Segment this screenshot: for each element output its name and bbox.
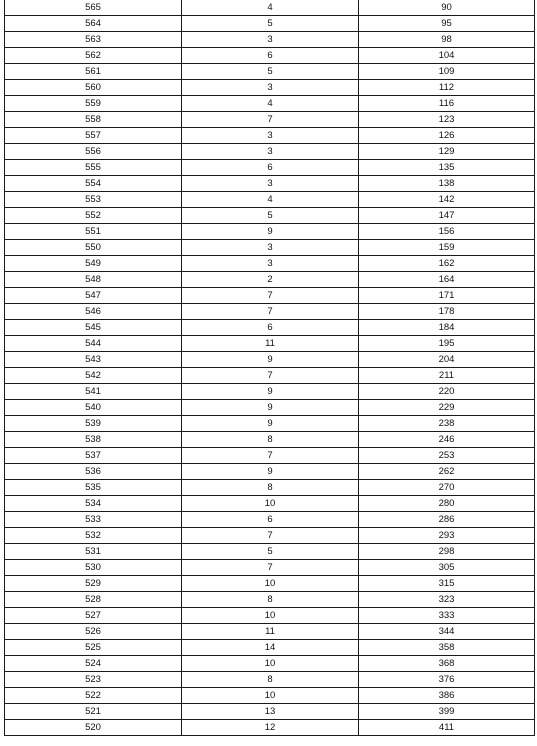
table-row bbox=[5, 304, 535, 320]
cumulative-cell: 142 bbox=[359, 192, 535, 208]
table-row bbox=[5, 384, 535, 400]
score-cell: 559 bbox=[5, 96, 182, 112]
cumulative-cell: 376 bbox=[359, 672, 535, 688]
count-cell: 3 bbox=[182, 32, 359, 48]
cumulative-cell: 112 bbox=[359, 80, 535, 96]
table-row bbox=[5, 512, 535, 528]
count-cell: 5 bbox=[182, 544, 359, 560]
cumulative-cell: 305 bbox=[359, 560, 535, 576]
count-cell: 3 bbox=[182, 240, 359, 256]
count-cell: 12 bbox=[182, 720, 359, 736]
score-cell: 529 bbox=[5, 576, 182, 592]
cumulative-cell: 164 bbox=[359, 272, 535, 288]
cumulative-cell: 262 bbox=[359, 464, 535, 480]
score-cell: 522 bbox=[5, 688, 182, 704]
count-cell: 10 bbox=[182, 656, 359, 672]
score-cell: 537 bbox=[5, 448, 182, 464]
table-row bbox=[5, 144, 535, 160]
count-cell: 7 bbox=[182, 448, 359, 464]
cumulative-cell: 171 bbox=[359, 288, 535, 304]
score-cell: 561 bbox=[5, 64, 182, 80]
table-row bbox=[5, 32, 535, 48]
count-cell: 4 bbox=[182, 96, 359, 112]
score-cell: 551 bbox=[5, 224, 182, 240]
cumulative-cell: 280 bbox=[359, 496, 535, 512]
count-cell: 5 bbox=[182, 208, 359, 224]
count-cell: 5 bbox=[182, 64, 359, 80]
table-row bbox=[5, 80, 535, 96]
table-row bbox=[5, 560, 535, 576]
cumulative-cell: 253 bbox=[359, 448, 535, 464]
score-cell: 526 bbox=[5, 624, 182, 640]
table-row bbox=[5, 272, 535, 288]
count-cell: 3 bbox=[182, 128, 359, 144]
cumulative-cell: 123 bbox=[359, 112, 535, 128]
table-row bbox=[5, 224, 535, 240]
table-row bbox=[5, 688, 535, 704]
score-cell: 550 bbox=[5, 240, 182, 256]
table-row bbox=[5, 528, 535, 544]
table-row bbox=[5, 352, 535, 368]
score-cell: 532 bbox=[5, 528, 182, 544]
count-cell: 8 bbox=[182, 432, 359, 448]
cumulative-cell: 178 bbox=[359, 304, 535, 320]
cumulative-cell: 116 bbox=[359, 96, 535, 112]
score-distribution-table bbox=[4, 0, 535, 736]
cumulative-cell: 211 bbox=[359, 368, 535, 384]
cumulative-cell: 135 bbox=[359, 160, 535, 176]
score-cell: 521 bbox=[5, 704, 182, 720]
count-cell: 8 bbox=[182, 480, 359, 496]
count-cell: 3 bbox=[182, 80, 359, 96]
score-cell: 523 bbox=[5, 672, 182, 688]
table-row bbox=[5, 112, 535, 128]
cumulative-cell: 147 bbox=[359, 208, 535, 224]
count-cell: 11 bbox=[182, 624, 359, 640]
count-cell: 9 bbox=[182, 384, 359, 400]
count-cell: 7 bbox=[182, 288, 359, 304]
cumulative-cell: 138 bbox=[359, 176, 535, 192]
cumulative-cell: 229 bbox=[359, 400, 535, 416]
score-cell: 539 bbox=[5, 416, 182, 432]
score-cell: 531 bbox=[5, 544, 182, 560]
cumulative-cell: 315 bbox=[359, 576, 535, 592]
count-cell: 9 bbox=[182, 416, 359, 432]
count-cell: 10 bbox=[182, 496, 359, 512]
count-cell: 6 bbox=[182, 320, 359, 336]
count-cell: 4 bbox=[182, 192, 359, 208]
score-cell: 555 bbox=[5, 160, 182, 176]
cumulative-cell: 246 bbox=[359, 432, 535, 448]
score-cell: 556 bbox=[5, 144, 182, 160]
count-cell: 7 bbox=[182, 368, 359, 384]
table-row bbox=[5, 624, 535, 640]
cumulative-cell: 270 bbox=[359, 480, 535, 496]
cumulative-cell: 129 bbox=[359, 144, 535, 160]
table-row bbox=[5, 400, 535, 416]
count-cell: 14 bbox=[182, 640, 359, 656]
score-cell: 525 bbox=[5, 640, 182, 656]
table-row bbox=[5, 16, 535, 32]
score-cell: 564 bbox=[5, 16, 182, 32]
table-row bbox=[5, 640, 535, 656]
count-cell: 9 bbox=[182, 464, 359, 480]
score-cell: 543 bbox=[5, 352, 182, 368]
count-cell: 10 bbox=[182, 576, 359, 592]
cumulative-cell: 98 bbox=[359, 32, 535, 48]
cumulative-cell: 368 bbox=[359, 656, 535, 672]
cumulative-cell: 126 bbox=[359, 128, 535, 144]
table-row bbox=[5, 480, 535, 496]
table-row bbox=[5, 576, 535, 592]
table-row bbox=[5, 416, 535, 432]
table-row bbox=[5, 288, 535, 304]
cumulative-cell: 162 bbox=[359, 256, 535, 272]
table-row bbox=[5, 64, 535, 80]
score-cell: 553 bbox=[5, 192, 182, 208]
table-row bbox=[5, 544, 535, 560]
count-cell: 6 bbox=[182, 48, 359, 64]
score-cell: 528 bbox=[5, 592, 182, 608]
table-row bbox=[5, 176, 535, 192]
cumulative-cell: 386 bbox=[359, 688, 535, 704]
count-cell: 4 bbox=[182, 0, 359, 16]
score-cell: 560 bbox=[5, 80, 182, 96]
cumulative-cell: 156 bbox=[359, 224, 535, 240]
table-row bbox=[5, 256, 535, 272]
score-cell: 565 bbox=[5, 0, 182, 16]
table-row bbox=[5, 672, 535, 688]
table-row bbox=[5, 432, 535, 448]
table-row bbox=[5, 464, 535, 480]
cumulative-cell: 293 bbox=[359, 528, 535, 544]
count-cell: 7 bbox=[182, 112, 359, 128]
count-cell: 3 bbox=[182, 144, 359, 160]
count-cell: 8 bbox=[182, 592, 359, 608]
table-row bbox=[5, 320, 535, 336]
table-body bbox=[5, 0, 535, 736]
table-row bbox=[5, 720, 535, 736]
count-cell: 3 bbox=[182, 176, 359, 192]
score-cell: 549 bbox=[5, 256, 182, 272]
count-cell: 8 bbox=[182, 672, 359, 688]
count-cell: 9 bbox=[182, 400, 359, 416]
cumulative-cell: 399 bbox=[359, 704, 535, 720]
table-row bbox=[5, 240, 535, 256]
cumulative-cell: 323 bbox=[359, 592, 535, 608]
count-cell: 5 bbox=[182, 16, 359, 32]
cumulative-cell: 109 bbox=[359, 64, 535, 80]
count-cell: 9 bbox=[182, 224, 359, 240]
cumulative-cell: 159 bbox=[359, 240, 535, 256]
table-row bbox=[5, 128, 535, 144]
score-cell: 547 bbox=[5, 288, 182, 304]
score-cell: 535 bbox=[5, 480, 182, 496]
count-cell: 13 bbox=[182, 704, 359, 720]
cumulative-cell: 358 bbox=[359, 640, 535, 656]
cumulative-cell: 95 bbox=[359, 16, 535, 32]
score-cell: 542 bbox=[5, 368, 182, 384]
table-row bbox=[5, 496, 535, 512]
cumulative-cell: 344 bbox=[359, 624, 535, 640]
count-cell: 7 bbox=[182, 304, 359, 320]
score-cell: 530 bbox=[5, 560, 182, 576]
count-cell: 2 bbox=[182, 272, 359, 288]
table-row bbox=[5, 0, 535, 16]
cumulative-cell: 90 bbox=[359, 0, 535, 16]
score-cell: 538 bbox=[5, 432, 182, 448]
cumulative-cell: 195 bbox=[359, 336, 535, 352]
count-cell: 11 bbox=[182, 336, 359, 352]
table-row bbox=[5, 96, 535, 112]
table-row bbox=[5, 656, 535, 672]
score-cell: 540 bbox=[5, 400, 182, 416]
score-cell: 544 bbox=[5, 336, 182, 352]
count-cell: 10 bbox=[182, 608, 359, 624]
table-row bbox=[5, 608, 535, 624]
score-cell: 548 bbox=[5, 272, 182, 288]
count-cell: 9 bbox=[182, 352, 359, 368]
cumulative-cell: 204 bbox=[359, 352, 535, 368]
score-cell: 541 bbox=[5, 384, 182, 400]
score-cell: 562 bbox=[5, 48, 182, 64]
score-cell: 552 bbox=[5, 208, 182, 224]
table-row bbox=[5, 368, 535, 384]
cumulative-cell: 184 bbox=[359, 320, 535, 336]
score-cell: 554 bbox=[5, 176, 182, 192]
score-cell: 546 bbox=[5, 304, 182, 320]
score-cell: 536 bbox=[5, 464, 182, 480]
table-row bbox=[5, 48, 535, 64]
score-cell: 533 bbox=[5, 512, 182, 528]
count-cell: 7 bbox=[182, 528, 359, 544]
table-row bbox=[5, 336, 535, 352]
table-row bbox=[5, 160, 535, 176]
table-row bbox=[5, 592, 535, 608]
score-cell: 527 bbox=[5, 608, 182, 624]
table-row bbox=[5, 448, 535, 464]
count-cell: 7 bbox=[182, 560, 359, 576]
table-row bbox=[5, 192, 535, 208]
cumulative-cell: 411 bbox=[359, 720, 535, 736]
score-cell: 558 bbox=[5, 112, 182, 128]
count-cell: 10 bbox=[182, 688, 359, 704]
cumulative-cell: 104 bbox=[359, 48, 535, 64]
count-cell: 3 bbox=[182, 256, 359, 272]
score-cell: 545 bbox=[5, 320, 182, 336]
cumulative-cell: 238 bbox=[359, 416, 535, 432]
cumulative-cell: 286 bbox=[359, 512, 535, 528]
score-cell: 563 bbox=[5, 32, 182, 48]
count-cell: 6 bbox=[182, 160, 359, 176]
score-cell: 520 bbox=[5, 720, 182, 736]
score-cell: 557 bbox=[5, 128, 182, 144]
cumulative-cell: 220 bbox=[359, 384, 535, 400]
score-cell: 534 bbox=[5, 496, 182, 512]
table-row bbox=[5, 208, 535, 224]
cumulative-cell: 333 bbox=[359, 608, 535, 624]
score-cell: 524 bbox=[5, 656, 182, 672]
table-row bbox=[5, 704, 535, 720]
cumulative-cell: 298 bbox=[359, 544, 535, 560]
count-cell: 6 bbox=[182, 512, 359, 528]
